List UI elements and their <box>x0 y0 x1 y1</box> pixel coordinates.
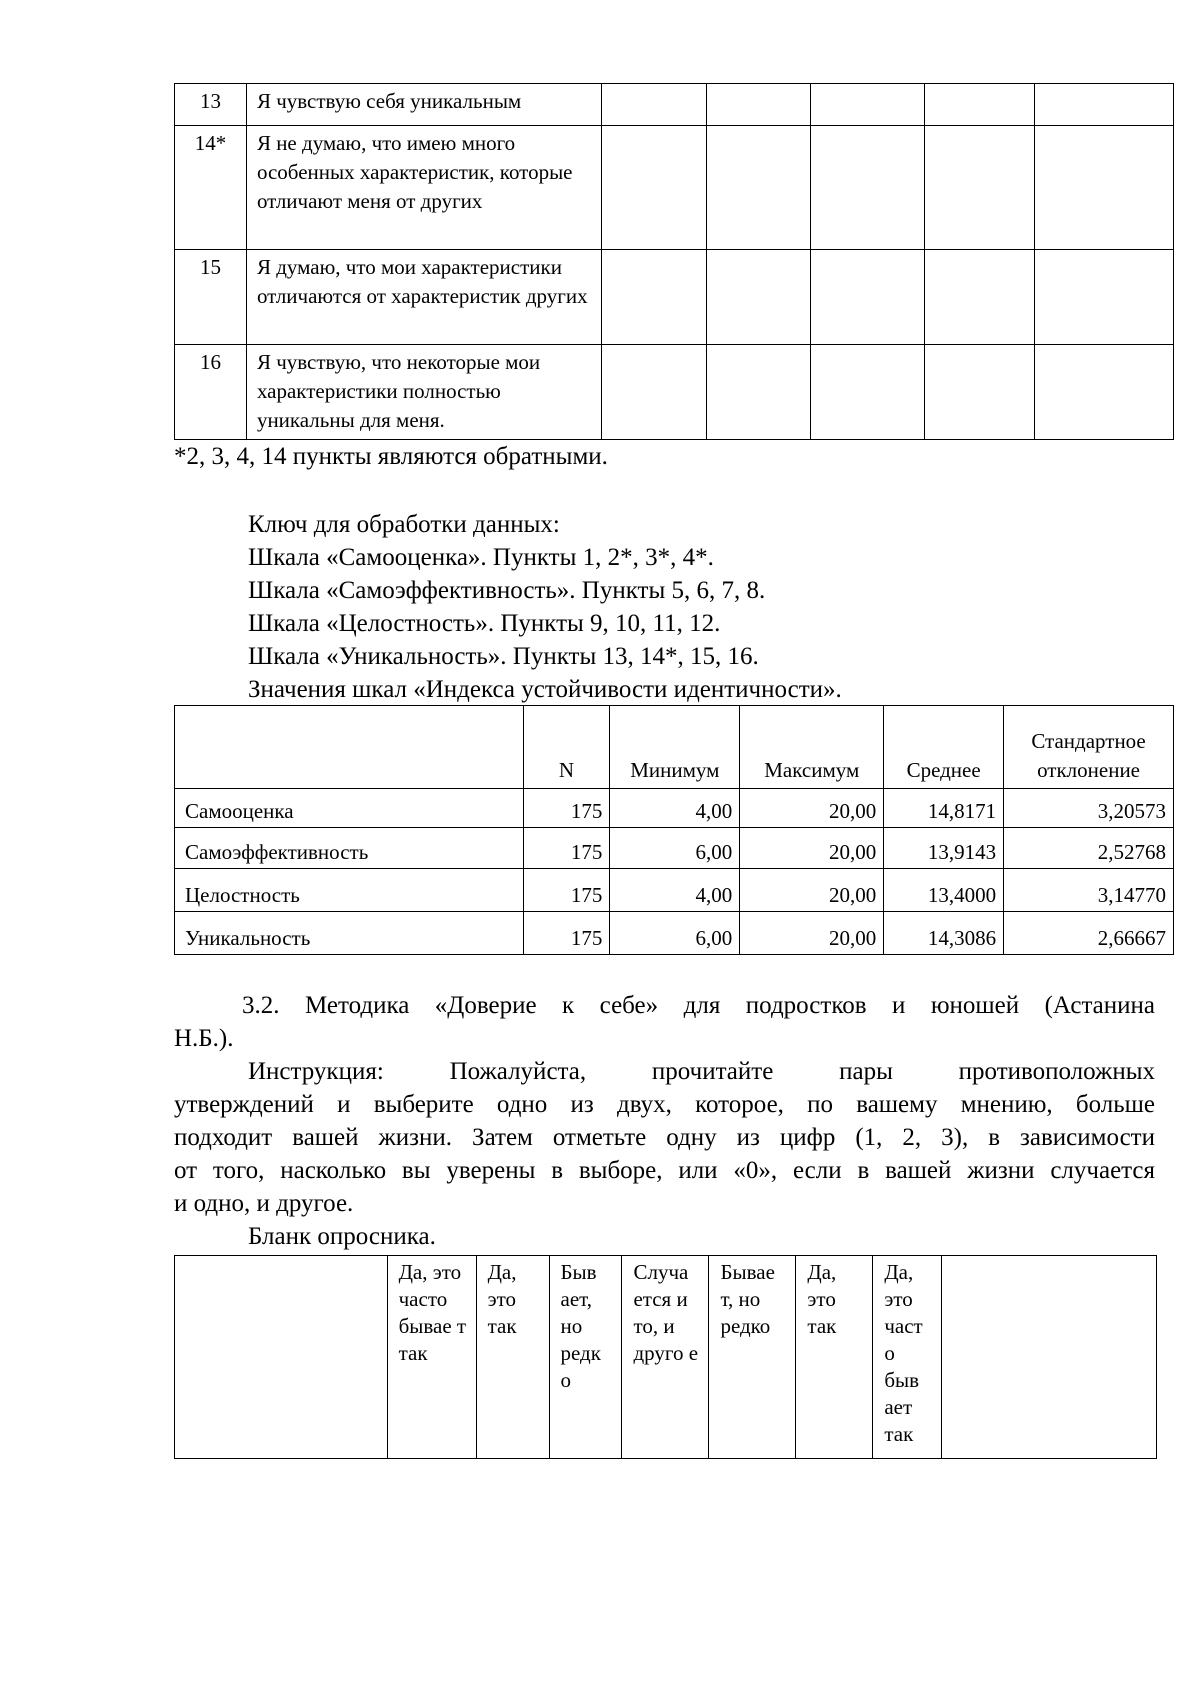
stats-cell: 4,00 <box>610 869 740 912</box>
stats-header-cell <box>175 706 524 789</box>
stats-header-min: Минимум <box>610 706 740 789</box>
stats-cell: 175 <box>523 789 610 828</box>
answer-cell[interactable] <box>925 250 1035 345</box>
stats-header-max: Максимум <box>740 706 884 789</box>
stats-cell: 20,00 <box>740 869 884 912</box>
key-line-self-esteem: Шкала «Самооценка». Пункты 1, 2*, 3*, 4*. <box>248 544 714 571</box>
item-text: Я думаю, что мои характеристики отличаются от характеристик других <box>246 250 601 345</box>
table-row <box>175 789 1174 828</box>
form-header-cell <box>942 1256 1157 1459</box>
table-row <box>175 345 1174 440</box>
stats-table-caption: Значения шкал «Индекса устойчивости идентичности». <box>248 676 842 703</box>
key-line-self-efficacy: Шкала «Самоэффективность». Пункты 5, 6, 7, 8. <box>248 577 766 604</box>
table-row <box>175 869 1174 912</box>
stats-header-row <box>175 706 1174 789</box>
stats-header-n: N <box>523 706 610 789</box>
answer-cell[interactable] <box>601 84 706 126</box>
answer-cell[interactable] <box>706 345 811 440</box>
stats-cell: 175 <box>523 912 610 955</box>
answer-cell[interactable] <box>1035 84 1174 126</box>
answer-cell[interactable] <box>811 345 925 440</box>
answer-cell[interactable] <box>601 250 706 345</box>
answer-cell[interactable] <box>811 84 925 126</box>
stats-scale-name: Самоэффективность <box>175 828 524 869</box>
item-text: Я чувствую себя уникальным <box>246 84 601 126</box>
answer-cell[interactable] <box>706 126 811 250</box>
answer-cell[interactable] <box>811 126 925 250</box>
form-header-row <box>175 1256 1157 1459</box>
items-table <box>174 83 1174 440</box>
table-row <box>175 126 1174 250</box>
stats-cell: 3,20573 <box>1004 789 1174 828</box>
stats-scale-name: Уникальность <box>175 912 524 955</box>
item-text: Я не думаю, что имею много особенных характеристик, которые отличают меня от других <box>246 126 601 250</box>
footnote: *2, 3, 4, 14 пункты являются обратными. <box>174 443 608 470</box>
instruction-line: Инструкция: Пожалуйста, прочитайте пары противоположных <box>248 1058 1155 1085</box>
stats-cell: 20,00 <box>740 789 884 828</box>
stats-cell: 3,14770 <box>1004 869 1174 912</box>
item-number: 14* <box>175 126 247 250</box>
section-heading-line2: Н.Б.). <box>174 1025 234 1052</box>
instruction-line-last: и одно, и другое. <box>174 1190 354 1217</box>
stats-cell: 14,3086 <box>884 912 1004 955</box>
answer-cell[interactable] <box>1035 126 1174 250</box>
form-header-cell: Быв ает, но редк о <box>549 1256 622 1459</box>
instruction-line: от того, насколько вы уверены в выборе, или «0», если в вашей жизни случается <box>174 1157 1155 1184</box>
stats-cell: 20,00 <box>740 912 884 955</box>
form-table <box>174 1255 1157 1459</box>
stats-cell: 175 <box>523 828 610 869</box>
stats-scale-name: Целостность <box>175 869 524 912</box>
answer-cell[interactable] <box>925 345 1035 440</box>
instruction-line: утверждений и выберите одно из двух, которое, по вашему мнению, больше <box>174 1091 1155 1118</box>
instruction-line: подходит вашей жизни. Затем отметьте одну из цифр (1, 2, 3), в зависимости <box>174 1124 1155 1151</box>
form-header-cell: Да, это часто бывае т так <box>387 1256 476 1459</box>
table-row <box>175 250 1174 345</box>
form-header-cell: Бывае т, но редко <box>709 1256 796 1459</box>
answer-cell[interactable] <box>1035 345 1174 440</box>
answer-cell[interactable] <box>706 250 811 345</box>
answer-cell[interactable] <box>601 126 706 250</box>
stats-table <box>174 705 1174 955</box>
stats-header-sd: Стандартное отклонение <box>1004 706 1174 789</box>
answer-cell[interactable] <box>1035 250 1174 345</box>
key-line-uniqueness: Шкала «Уникальность». Пункты 13, 14*, 15, 16. <box>248 643 759 670</box>
table-row <box>175 828 1174 869</box>
stats-cell: 175 <box>523 869 610 912</box>
table-row <box>175 912 1174 955</box>
stats-cell: 2,52768 <box>1004 828 1174 869</box>
key-line-integrity: Шкала «Целостность». Пункты 9, 10, 11, 12. <box>248 610 721 637</box>
item-number: 13 <box>175 84 247 126</box>
item-number: 15 <box>175 250 247 345</box>
answer-cell[interactable] <box>706 84 811 126</box>
form-header-cell <box>175 1256 388 1459</box>
table-row <box>175 84 1174 126</box>
stats-cell: 4,00 <box>610 789 740 828</box>
form-header-cell: Да, это так <box>476 1256 549 1459</box>
form-title: Бланк опросника. <box>248 1223 436 1250</box>
item-number: 16 <box>175 345 247 440</box>
answer-cell[interactable] <box>925 84 1035 126</box>
stats-cell: 13,9143 <box>884 828 1004 869</box>
answer-cell[interactable] <box>601 345 706 440</box>
stats-cell: 2,66667 <box>1004 912 1174 955</box>
stats-cell: 6,00 <box>610 912 740 955</box>
stats-cell: 20,00 <box>740 828 884 869</box>
form-header-cell: Да, это част о быв ает так <box>873 1256 942 1459</box>
section-heading-line1: 3.2. Методика «Доверие к себе» для подростков и юношей (Астанина <box>242 992 1155 1019</box>
stats-cell: 14,8171 <box>884 789 1004 828</box>
form-header-cell: Да, это так <box>796 1256 873 1459</box>
stats-cell: 13,4000 <box>884 869 1004 912</box>
stats-cell: 6,00 <box>610 828 740 869</box>
item-text: Я чувствую, что некоторые мои характеристики полностью уникальны для меня. <box>246 345 601 440</box>
stats-scale-name: Самооценка <box>175 789 524 828</box>
answer-cell[interactable] <box>925 126 1035 250</box>
stats-header-mean: Среднее <box>884 706 1004 789</box>
answer-cell[interactable] <box>811 250 925 345</box>
key-title: Ключ для обработки данных: <box>248 511 560 538</box>
form-header-cell: Случа ется и то, и друго е <box>622 1256 709 1459</box>
